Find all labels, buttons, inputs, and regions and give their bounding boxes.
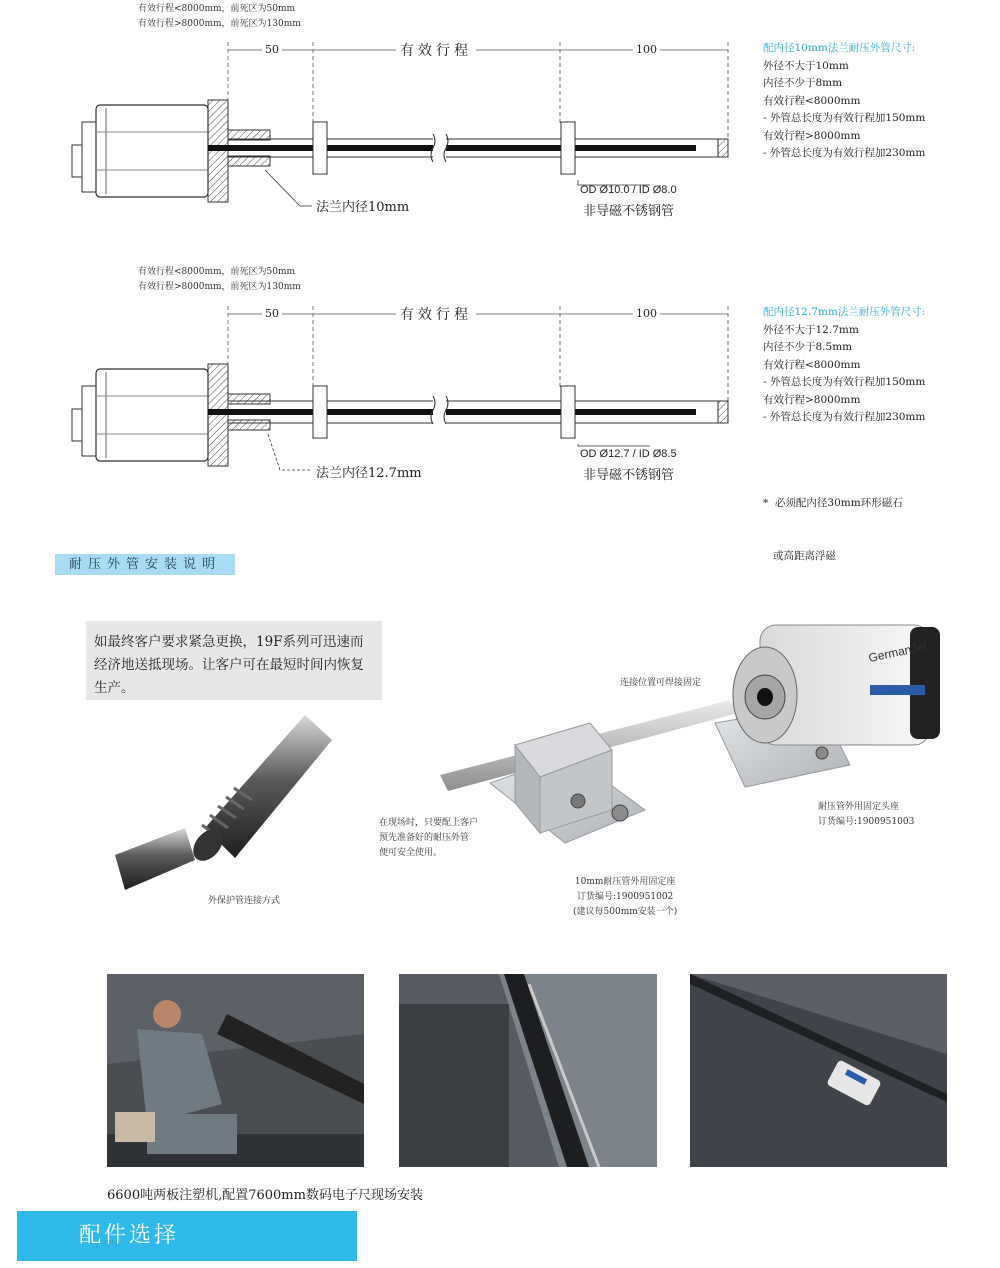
onsite-line: 便可安全使用。 bbox=[379, 848, 443, 858]
d2-note-1: 有效行程<8000mm，前死区为50mm bbox=[138, 267, 296, 277]
d1-notes bbox=[138, 2, 301, 32]
seat-note: (建议每500mm安装一个) bbox=[573, 907, 678, 917]
d1-spec-line: - 外管总长度为有效行程加150mm bbox=[763, 112, 926, 124]
d2-spec-line: - 外管总长度为有效行程加150mm bbox=[763, 376, 926, 388]
d1-spec bbox=[763, 40, 925, 163]
d2-note-2: 有效行程>8000mm，前死区为130mm bbox=[138, 282, 301, 292]
d2-footnote-line: 或高距离浮磁 bbox=[763, 549, 837, 562]
section-title: 耐压外管安装说明 bbox=[55, 554, 235, 575]
d1-spec-line: - 外管总长度为有效行程加230mm bbox=[763, 147, 926, 159]
d2-notes bbox=[138, 265, 301, 295]
d1-dim-front: 50 bbox=[262, 43, 282, 56]
head-mount-info bbox=[818, 800, 914, 830]
d1-spec-title: 配内径10mm法兰耐压外管尺寸: bbox=[763, 42, 916, 54]
onsite-line: 预先准备好的耐压外管 bbox=[379, 833, 470, 843]
d2-flange-label: 法兰内径12.7mm bbox=[316, 466, 422, 481]
thread-connection-image bbox=[110, 710, 335, 910]
d1-tube-material: 非导磁不锈钢管 bbox=[583, 204, 675, 219]
d2-spec-line: - 外管总长度为有效行程加230mm bbox=[763, 411, 926, 423]
d2-dim-stroke: 有效行程 bbox=[396, 304, 476, 324]
install-photo-closeup bbox=[690, 974, 947, 1167]
d1-dim-stroke: 有效行程 bbox=[396, 40, 476, 60]
d2-spec-title: 配内径12.7mm法兰耐压外管尺寸: bbox=[763, 306, 926, 318]
d1-tube-od: OD Ø10.0 / ID Ø8.0 bbox=[580, 184, 677, 196]
d1-note-1: 有效行程<8000mm，前死区为50mm bbox=[138, 4, 296, 14]
onsite-line: 在现场时，只要配上客户 bbox=[379, 818, 479, 828]
accessory-title: 配件选择 bbox=[17, 1211, 357, 1261]
d2-footnote-line: * 必须配内径30mm环形磁石 bbox=[763, 497, 903, 509]
d1-spec-line: 有效行程<8000mm bbox=[763, 94, 861, 107]
seat-title: 10mm耐压管外用固定座 bbox=[574, 877, 676, 887]
seat-info bbox=[573, 875, 677, 920]
head-mount-order: 订货编号:1900951003 bbox=[818, 817, 915, 827]
onsite-note bbox=[379, 816, 478, 861]
d2-spec-line: 有效行程<8000mm bbox=[763, 358, 861, 371]
d2-tube-od: OD Ø12.7 / ID Ø8.5 bbox=[580, 448, 677, 460]
d1-spec-line: 外径不大于10mm bbox=[763, 59, 849, 72]
d1-spec-line: 内径不少于8mm bbox=[763, 77, 843, 89]
head-mount-title: 耐压管外用固定头座 bbox=[818, 802, 900, 812]
d1-note-2: 有效行程>8000mm，前死区为130mm bbox=[138, 19, 301, 29]
d1-flange-label: 法兰内径10mm bbox=[316, 200, 410, 215]
install-photo-machine bbox=[399, 974, 657, 1167]
d2-dim-front: 50 bbox=[262, 307, 282, 320]
install-photo-worker bbox=[107, 974, 364, 1167]
d2-spec bbox=[763, 304, 925, 427]
d2-dim-end: 100 bbox=[633, 307, 660, 320]
photos-caption: 6600吨两板注塑机,配置7600mm数码电子尺现场安装 bbox=[107, 1188, 423, 1203]
d2-tube-material: 非导磁不锈钢管 bbox=[583, 468, 675, 483]
seat-order: 订货编号:1900951002 bbox=[576, 892, 674, 902]
brand-logo: GermanJet bbox=[867, 638, 929, 666]
thread-caption: 外保护管连接方式 bbox=[208, 896, 281, 906]
d2-spec-line: 外径不大于12.7mm bbox=[763, 323, 859, 336]
weld-note: 连接位置可焊接固定 bbox=[620, 678, 702, 688]
d1-dim-end: 100 bbox=[633, 43, 660, 56]
d2-spec-line: 内径不少于8.5mm bbox=[763, 341, 853, 353]
d1-spec-line: 有效行程>8000mm bbox=[763, 129, 861, 142]
callout-box: 如最终客户要求紧急更换，19F系列可迅速而经济地送抵现场。让客户可在最短时间内恢复生产。 bbox=[86, 621, 382, 700]
d2-spec-line: 有效行程>8000mm bbox=[763, 393, 861, 406]
d2-footnote bbox=[763, 460, 903, 583]
